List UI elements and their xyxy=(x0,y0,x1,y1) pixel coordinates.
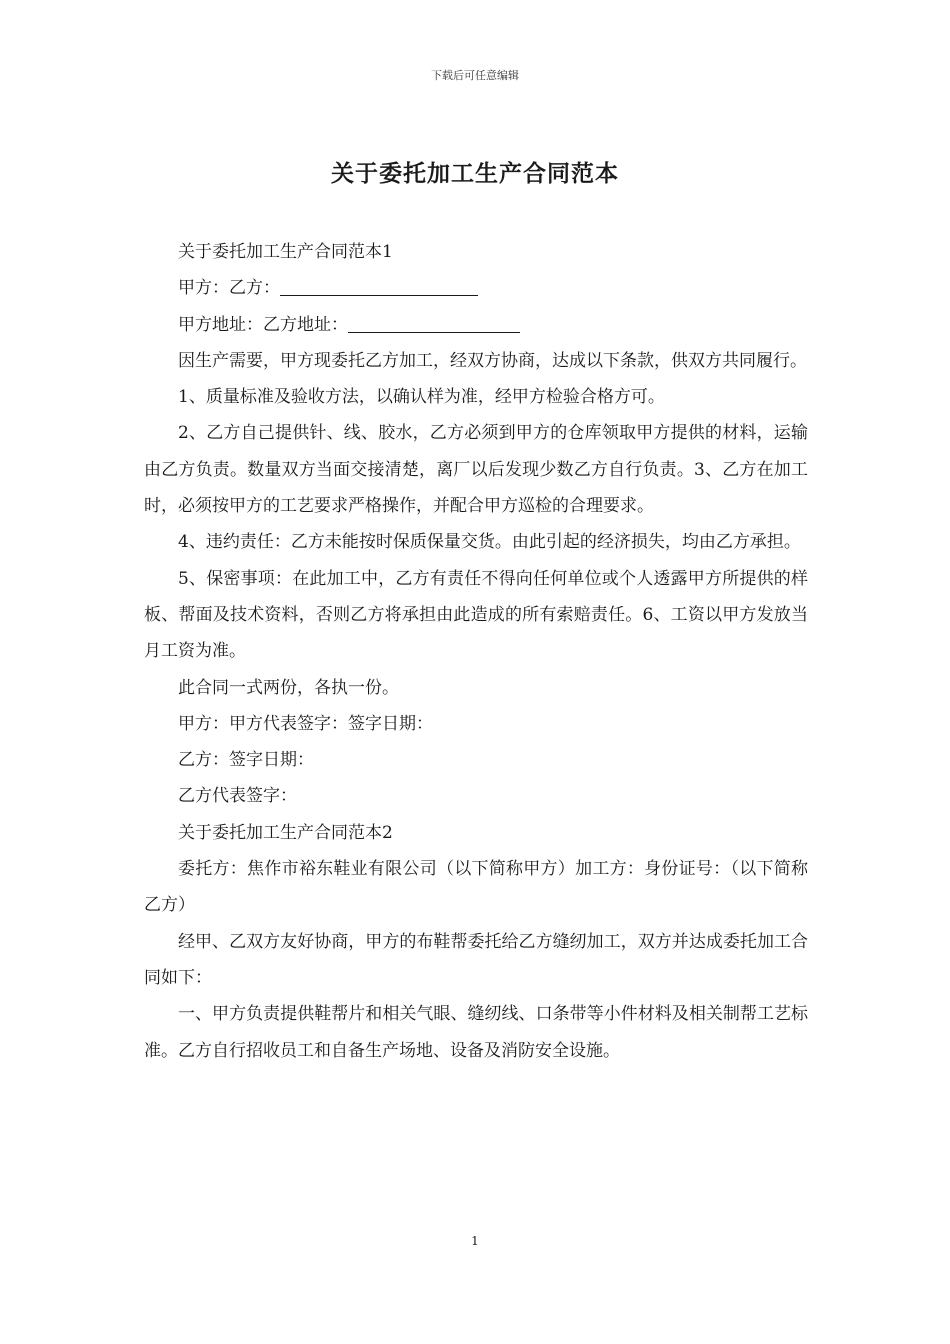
page-number: 1 xyxy=(471,1234,479,1248)
header-note: 下载后可任意编辑 xyxy=(431,69,519,82)
paragraph-section-1-heading: 关于委托加工生产合同范本1 xyxy=(178,242,393,262)
document-title: 关于委托加工生产合同范本 xyxy=(331,160,619,187)
paragraph-clause-4: 4、违约责任：乙方未能按时保质保量交货。由此引起的经济损失，均由乙方承担。 xyxy=(178,532,801,553)
paragraph-copies: 此合同一式两份，各执一份。 xyxy=(178,677,399,698)
party-names-label: 甲方：乙方： xyxy=(178,278,280,299)
paragraph-party-names xyxy=(144,270,808,306)
paragraph-party-b-signature: 乙方代表签字： xyxy=(178,786,297,807)
party-addresses-label: 甲方地址：乙方地址： xyxy=(178,314,348,335)
party-address-blank xyxy=(348,314,520,333)
paragraph-clause-2-3: 2、乙方自己提供针、线、胶水，乙方必须到甲方的仓库领取甲方提供的材料，运输由乙方负责。数量双方当面交接清楚，离厂以后发现少数乙方自行负责。3、乙方在加工时，必须按甲方的工艺要求严格操作，并配合甲方巡检的合理要求。 xyxy=(144,423,808,517)
paragraph-party-a-signature: 甲方：甲方代表签字：签字日期： xyxy=(178,713,433,734)
paragraph-agreement-intro: 经甲、乙双方友好协商，甲方的布鞋帮委托给乙方缝纫加工，双方并达成委托加工合同如下： xyxy=(144,931,808,988)
paragraph-party-b-date: 乙方：签字日期： xyxy=(178,750,314,771)
document-body xyxy=(144,234,808,1069)
paragraph-party-addresses xyxy=(144,307,808,343)
paragraph-preamble: 因生产需要，甲方现委托乙方加工，经双方协商，达成以下条款，供双方共同履行。 xyxy=(178,350,807,371)
party-name-blank xyxy=(280,277,478,296)
paragraph-clause-5-6: 5、保密事项：在此加工中，乙方有责任不得向任何单位或个人透露甲方所提供的样板、帮面及技术资料，否则乙方将承担由此造成的所有索赔责任。6、工资以甲方发放当月工资为准。 xyxy=(144,568,808,662)
paragraph-clause-1: 1、质量标准及验收方法，以确认样为准，经甲方检验合格方可。 xyxy=(178,387,665,408)
paragraph-article-1: 一、甲方负责提供鞋帮片和相关气眼、缝纫线、口条带等小件材料及相关制帮工艺标准。乙方自行招收员工和自备生产场地、设备及消防安全设施。 xyxy=(144,1004,808,1061)
paragraph-parties: 委托方：焦作市裕东鞋业有限公司（以下简称甲方）加工方：身份证号：（以下简称乙方） xyxy=(144,859,808,916)
paragraph-section-2-heading: 关于委托加工生产合同范本2 xyxy=(178,822,393,843)
